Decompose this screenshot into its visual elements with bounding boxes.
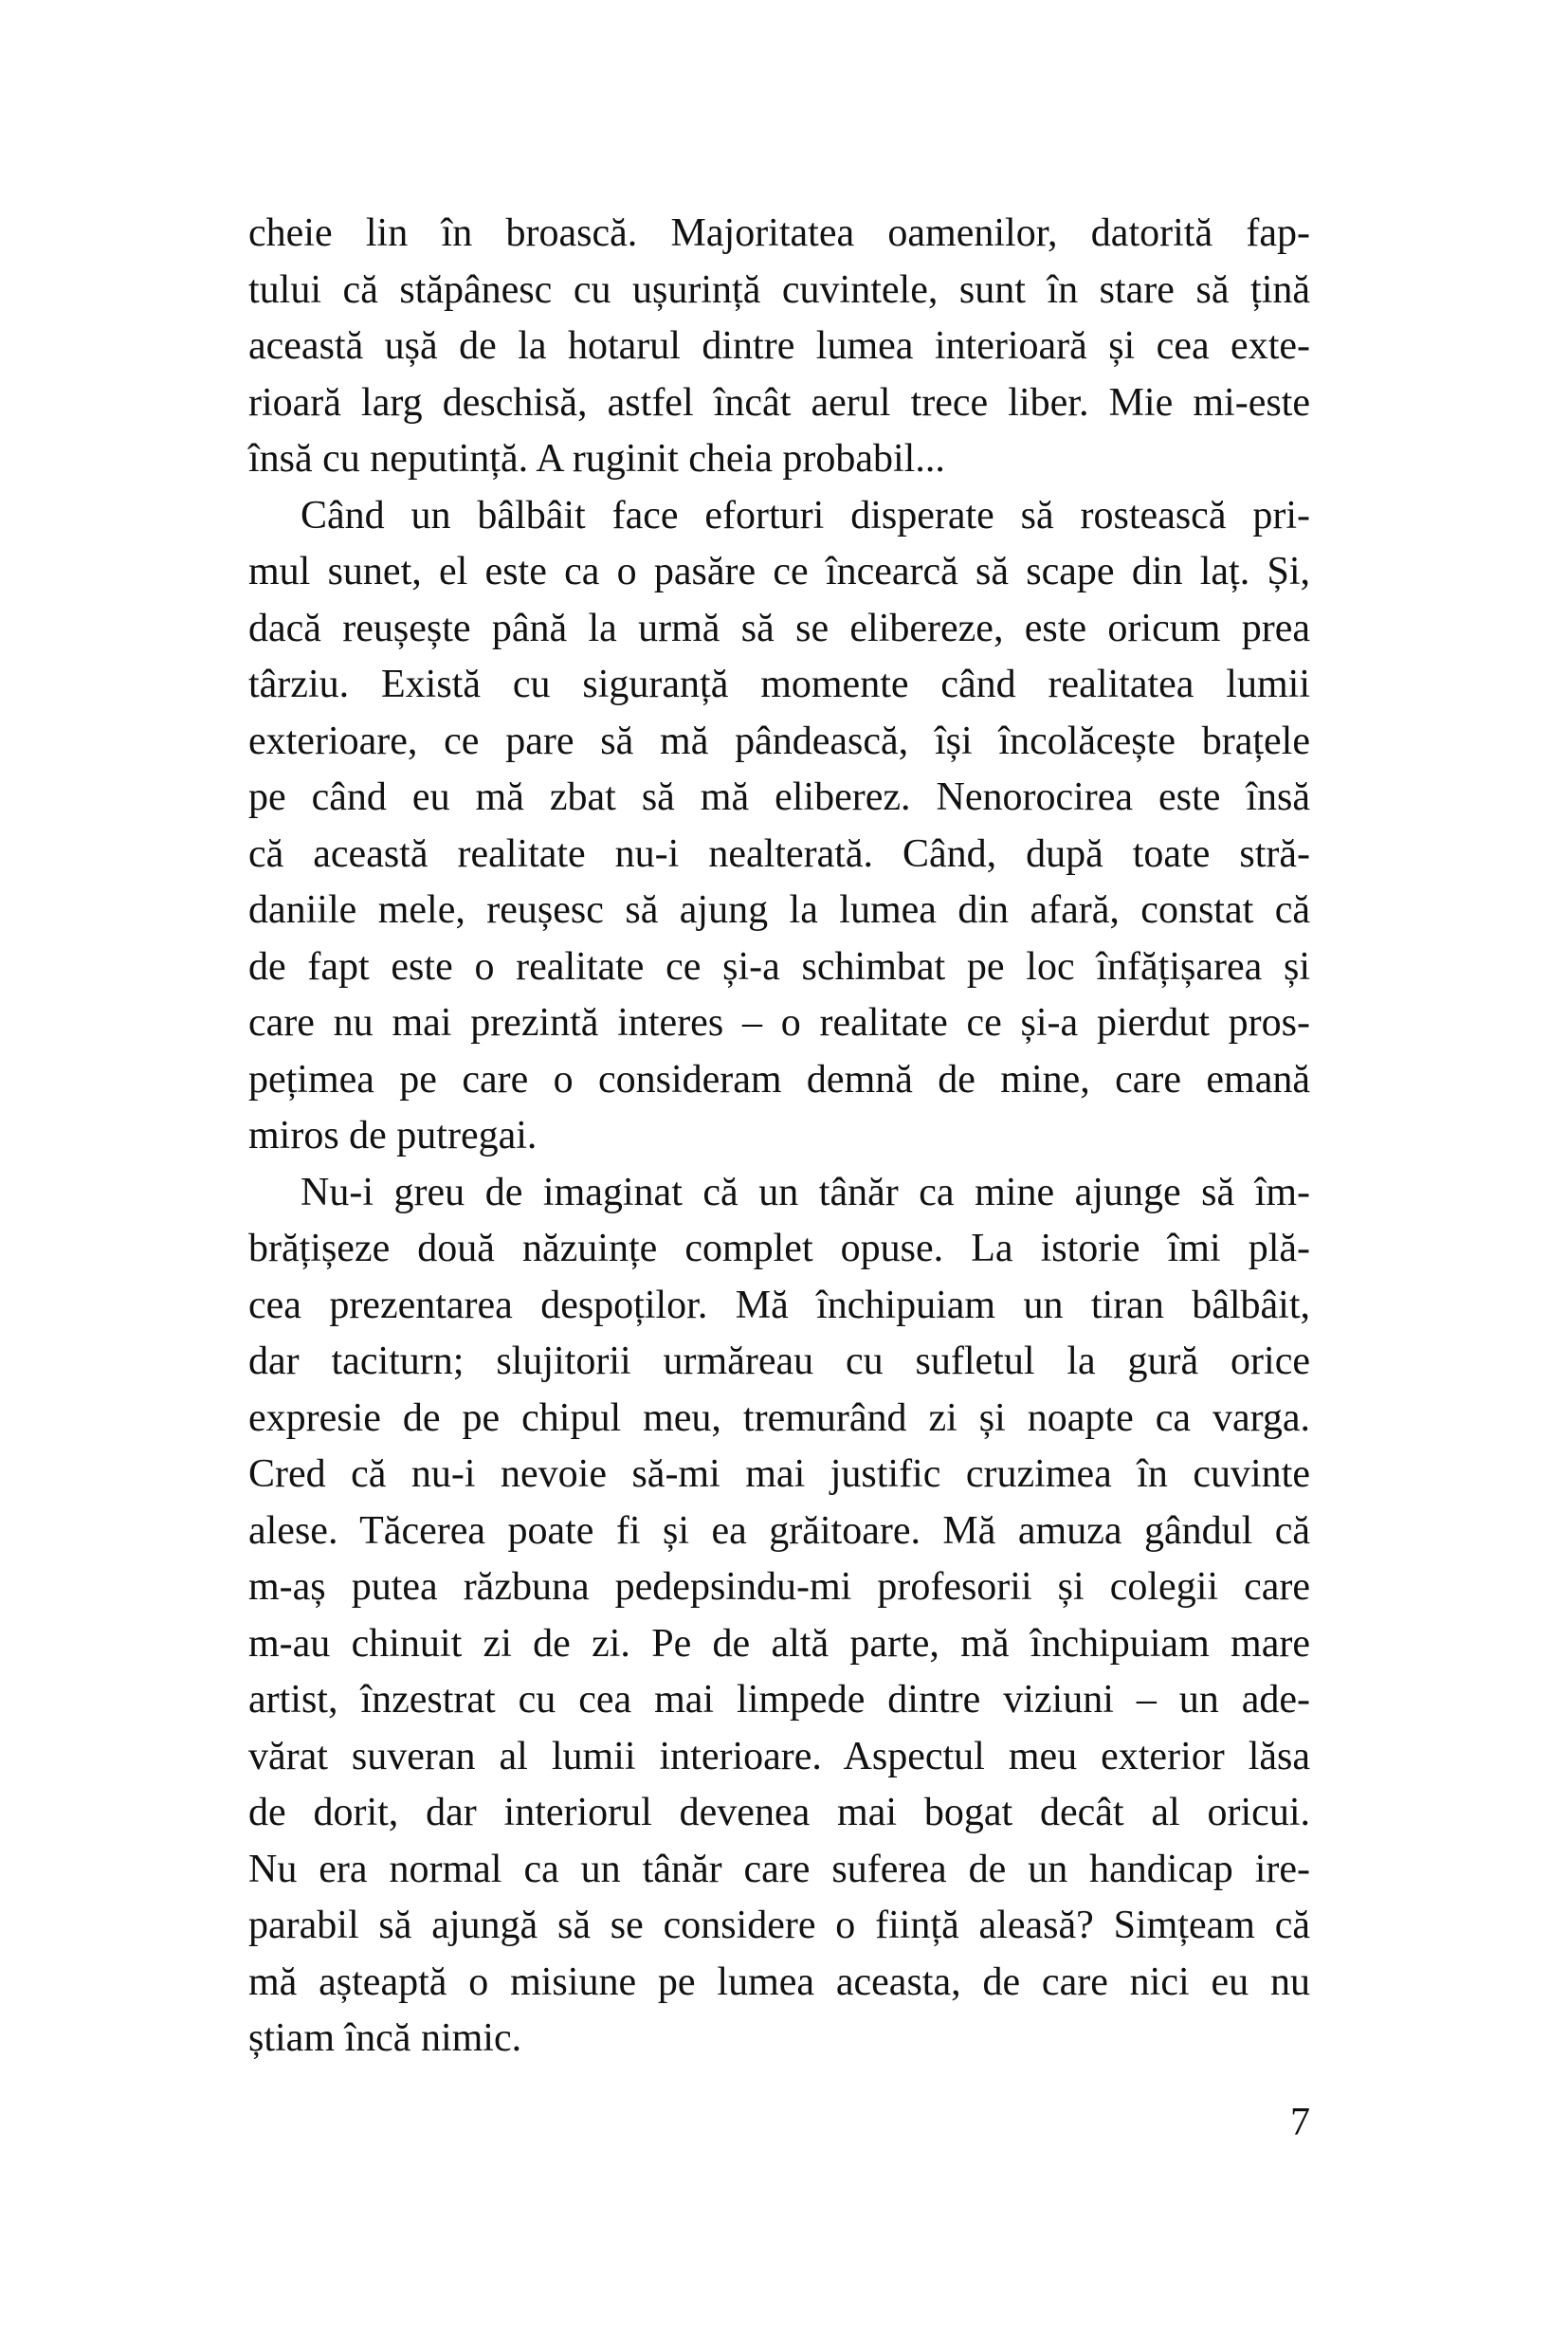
page-number: 7	[1290, 2101, 1310, 2144]
text-line: cheie lin în broască. Majoritatea oamenilor, datorită fap-	[248, 211, 1310, 255]
text-line: artist, înzestrat cu cea mai limpede dintre viziuni – un ade-	[248, 1678, 1310, 1722]
text-line: târziu. Există cu siguranță momente când realitatea lumii	[248, 663, 1310, 706]
paragraph	[248, 1165, 1310, 2068]
text-line: m-au chinuit zi de zi. Pe de altă parte, mă închipuiam mare	[248, 1621, 1310, 1666]
body-text	[248, 206, 1310, 2068]
text-line: rioară larg deschisă, astfel încât aerul trece liber. Mie mi-este	[248, 380, 1310, 425]
text-line: parabil să ajungă să se considere o ființă aleasă? Simțeam că	[248, 1904, 1310, 1947]
text-line: m-aș putea răzbuna pedepsindu-mi profesorii și colegii care	[248, 1565, 1310, 1609]
text-line: mă așteaptă o misiune pe lumea aceasta, de care nici eu nu	[248, 1959, 1310, 2004]
text-line: expresie de pe chipul meu, tremurând zi și noapte ca varga.	[248, 1395, 1310, 1440]
text-line: alese. Tăcerea poate fi și ea grăitoare. Mă amuza gândul că	[248, 1508, 1310, 1553]
text-line: această ușă de la hotarul dintre lumea interioară și cea exte-	[248, 324, 1310, 368]
text-line: Când un bâlbâit face eforturi disperate să rostească pri-	[301, 493, 1310, 538]
text-line: că această realitate nu-i nealterată. Când, după toate stră-	[248, 831, 1310, 876]
text-line: însă cu neputință. A ruginit cheia probabil...	[248, 437, 945, 481]
text-line: Nu-i greu de imaginat că un tânăr ca mine ajunge să îm-	[301, 1170, 1310, 1214]
text-line: de fapt este o realitate ce și-a schimbat pe loc înfățișarea și	[248, 944, 1310, 989]
text-line: Nu era normal ca un tânăr care suferea de un handicap ire-	[248, 1847, 1310, 1891]
text-line: cea prezentarea despoților. Mă închipuiam un tiran bâlbâit,	[248, 1283, 1310, 1327]
text-line: dacă reușește până la urmă să se elibereze, este oricum prea	[248, 606, 1310, 650]
text-line: dar taciturn; slujitorii urmăreau cu sufletul la gură orice	[248, 1340, 1310, 1383]
paragraph	[248, 488, 1310, 1165]
text-line: pe când eu mă zbat să mă eliberez. Nenorocirea este însă	[248, 775, 1310, 819]
text-line: care nu mai prezintă interes – o realitate ce și-a pierdut pros-	[248, 1001, 1310, 1045]
text-line: exterioare, ce pare să mă pândească, își încolăcește brațele	[248, 719, 1310, 763]
text-line: știam încă nimic.	[248, 2016, 522, 2060]
text-line: brățișeze două năzuințe complet opuse. La istorie îmi plă-	[248, 1227, 1310, 1270]
text-line: daniile mele, reușesc să ajung la lumea din afară, constat că	[248, 888, 1310, 932]
text-line: vărat suveran al lumii interioare. Aspectul meu exterior lăsa	[248, 1734, 1310, 1778]
text-line: de dorit, dar interiorul devenea mai bogat decât al oricui.	[248, 1791, 1310, 1834]
text-line: mul sunet, el este ca o pasăre ce încearcă să scape din laț. Și,	[248, 550, 1310, 593]
text-line: Cred că nu-i nevoie să-mi mai justific cruzimea în cuvinte	[248, 1452, 1310, 1496]
paragraph	[248, 206, 1310, 488]
text-line: pețimea pe care o consideram demnă de mine, care emană	[248, 1057, 1310, 1102]
text-line: tului că stăpânesc cu ușurință cuvintele, sunt în stare să țină	[248, 267, 1310, 312]
text-line: miros de putregai.	[248, 1114, 538, 1157]
